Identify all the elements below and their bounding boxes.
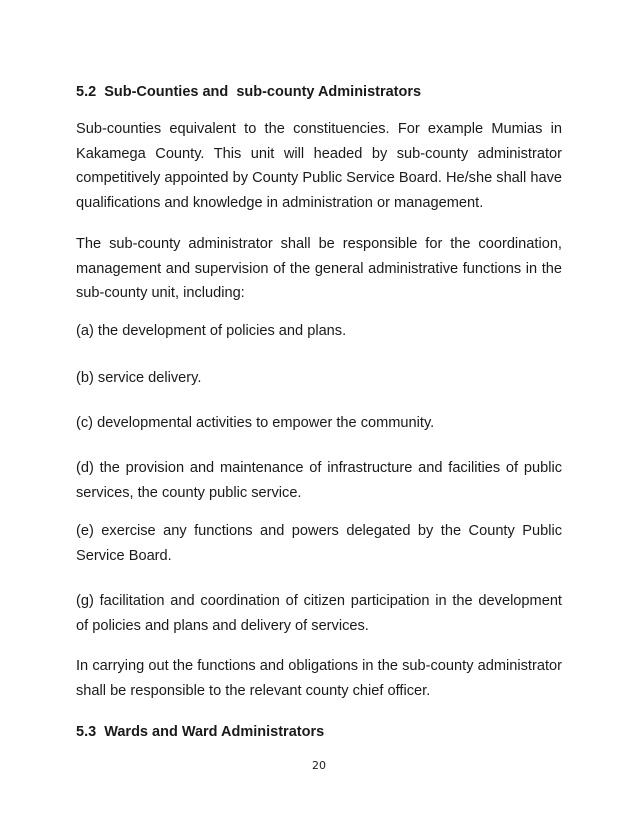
list-item-a: (a) the development of policies and plans. [76,323,347,339]
paragraph-reporting-responsibility: In carrying out the functions and obligations in the sub-county administrator shall be responsible to the relevant county chief officer. [76,658,562,699]
list-item-g: (g) facilitation and coordination of citizen participation in the development of policies and plans and delivery of services. [76,593,562,634]
paragraph-administrator-responsibilities: The sub-county administrator shall be responsible for the coordination, management and supervision of the general administrative functions in the sub-county unit, including: [76,236,562,301]
list-item-d: (d) the provision and maintenance of infrastructure and facilities of public services, the county public service. [76,460,562,501]
list-item-e: (e) exercise any functions and powers delegated by the County Public Service Board. [76,523,562,564]
section-heading-5-3: 5.3 Wards and Ward Administrators [76,724,325,740]
paragraph-sub-counties-intro: Sub-counties equivalent to the constituencies. For example Mumias in Kakamega County. This unit will headed by sub-county administrator competitively appointed by County Public Service Board. He/she shall have qualifications and knowledge in administration or management. [76,121,562,211]
section-heading-5-2: 5.2 Sub-Counties and sub-county Administrators [76,84,422,100]
list-item-c: (c) developmental activities to empower the community. [76,415,435,431]
page-number: 20 [312,759,326,772]
list-item-b: (b) service delivery. [76,370,202,386]
